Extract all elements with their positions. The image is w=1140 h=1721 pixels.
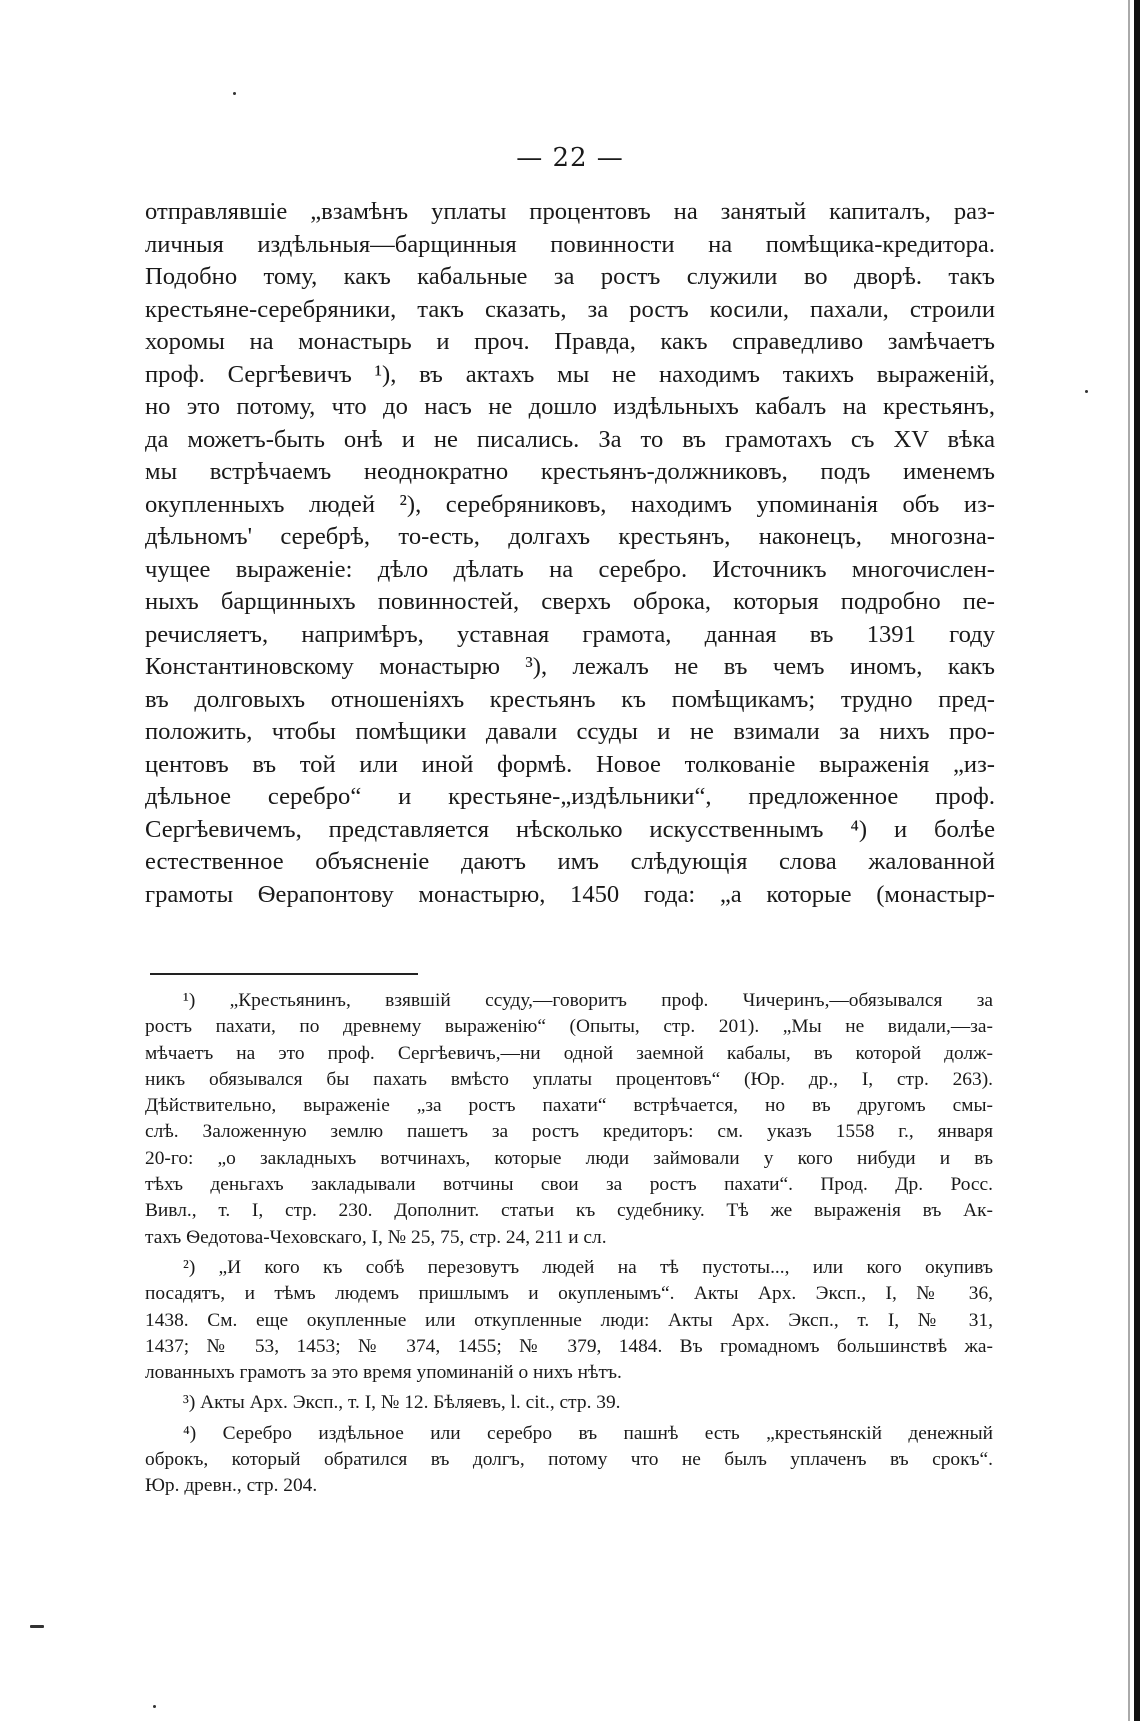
text-line: но это потому, что до насъ не дошло издѣльныхъ кабалъ на крестьянъ, [145, 393, 995, 420]
footnote-line: никъ обязывался бы пахать вмѣсто уплаты процентовъ“ (Юр. др., I, стр. 263). [145, 1068, 993, 1090]
text-line: Константиновскому монастырю ³), лежалъ не въ чемъ иномъ, какъ [145, 653, 995, 680]
main-text [145, 196, 995, 911]
scan-speck [1085, 390, 1088, 393]
text-line: отправлявшіе „взамѣнъ уплаты процентовъ на занятый капиталъ, раз- [145, 198, 995, 225]
scan-speck [153, 1705, 156, 1708]
text-line: окупленныхъ людей ²), серебряниковъ, находимъ упоминанія объ из- [145, 490, 995, 518]
page-edge-shadow [1134, 0, 1140, 1721]
text-line: мы встрѣчаемъ неоднократно крестьянъ-должниковъ, подъ именемъ [145, 458, 995, 485]
footnote-line: 1438. См. еще окупленные или откупленные люди: Акты Арх. Эксп., т. I, № 31, [145, 1309, 993, 1331]
text-line: да можетъ-быть онѣ и не писались. За то въ грамотахъ съ XV вѣка [145, 425, 995, 453]
footnote-line: ростъ пахати, по древнему выраженію“ (Опыты, стр. 201). „Мы не видали,—за- [145, 1016, 993, 1038]
footnote-line: мѣчаетъ на это проф. Сергѣевичъ,—ни одной заемной кабалы, въ которой долж- [145, 1042, 993, 1064]
footnote-line: Юр. древн., стр. 204. [145, 1475, 318, 1497]
text-line: дѣльномъ' серебрѣ, то-есть, долгахъ крестьянъ, наконецъ, многозна- [145, 523, 995, 550]
text-line: естественное объясненіе даютъ имъ слѣдующія слова жалованной [145, 848, 995, 875]
page-edge-line [1128, 0, 1130, 1721]
text-line: речисляетъ, напримѣръ, уставная грамота, данная въ 1391 году [145, 620, 995, 648]
footnote-line: лованныхъ грамотъ за это время упоминаній о нихъ нѣтъ. [145, 1362, 622, 1384]
footnote-line: тѣхъ деньгахъ закладывали вотчины свои за ростъ пахати“. Прод. Др. Росс. [145, 1174, 993, 1196]
footnote-line: посадятъ, и тѣмъ людемъ пришлымъ и окупленымъ“. Акты Арх. Эксп., I, № 36, [145, 1283, 993, 1305]
footnotes [145, 988, 993, 1500]
text-line: чущее выраженіе: дѣло дѣлать на серебро. Источникъ многочислен- [145, 555, 995, 583]
footnote-line: ¹) „Крестьянинъ, взявшій ссуду,—говоритъ проф. Чичеринъ,—обязывался за [183, 990, 993, 1011]
footnote-line: Вивл., т. I, стр. 230. Дополнит. статьи къ судебнику. Тѣ же выраженія въ Ак- [145, 1200, 993, 1222]
text-line: Сергѣевичемъ, представляется нѣсколько искусственнымъ ⁴) и болѣе [145, 815, 995, 843]
footnote-line: тахъ Ѳедотова-Чеховскаго, I, № 25, 75, стр. 24, 211 и сл. [145, 1226, 607, 1248]
scan-speck [233, 92, 236, 95]
footnote-line: оброкъ, который обратился въ долгъ, потому что не былъ уплаченъ въ срокъ“. [145, 1449, 993, 1471]
text-line: проф. Сергѣевичъ ¹), въ актахъ мы не находимъ такихъ выраженій, [145, 360, 995, 388]
text-line: личныя издѣльныя—барщинныя повинности на помѣщика-кредитора. [145, 230, 995, 258]
footnote-line: 20-го: „о закладныхъ вотчинахъ, которые люди займовали у кого нибуди и въ [145, 1147, 993, 1169]
text-line: въ долговыхъ отношеніяхъ крестьянъ къ помѣщикамъ; трудно пред- [145, 685, 995, 713]
footnote-1 [145, 988, 993, 1251]
text-line: хоромы на монастырь и проч. Правда, какъ справедливо замѣчаетъ [145, 328, 995, 355]
footnote-line: Дѣйствительно, выраженіе „за ростъ пахати“ встрѣчается, но въ другомъ смы- [145, 1095, 993, 1117]
footnote-line: ²) „И кого къ собѣ перезовутъ людей на тѣ пустоты..., или кого окупивъ [183, 1256, 993, 1278]
text-line: ныхъ барщинныхъ повинностей, сверхъ оброка, которыя подробно пе- [145, 588, 995, 615]
scan-speck [30, 1625, 44, 1628]
footnote-3 [145, 1390, 993, 1416]
text-line: центовъ въ той или иной формѣ. Новое толкованіе выраженія „из- [145, 750, 995, 778]
text-line: крестьяне-серебряники, такъ сказать, за ростъ косили, пахали, строили [145, 295, 995, 323]
footnote-divider [150, 973, 418, 975]
footnote-4 [145, 1421, 993, 1500]
page-number: — 22 — [516, 143, 624, 173]
text-line: грамоты Ѳерапонтову монастырю, 1450 года: „а которые (монастыр- [145, 880, 995, 908]
text-line: дѣльное серебро“ и крестьяне-„издѣльники“, предложенное проф. [145, 783, 995, 810]
footnote-2 [145, 1255, 993, 1386]
footnote-line: ³) Акты Арх. Эксп., т. I, № 12. Бѣляевъ, l. cit., стр. 39. [183, 1392, 621, 1414]
footnote-line: 1437; № 53, 1453; № 374, 1455; № 379, 1484. Въ громадномъ большинствѣ жа- [145, 1335, 993, 1357]
footnote-line: ⁴) Серебро издѣльное или серебро въ пашнѣ есть „крестьянскій денежный [183, 1422, 993, 1444]
text-line: положить, чтобы помѣщики давали ссуды и не взимали за нихъ про- [145, 718, 995, 745]
footnote-line: слѣ. Заложенную землю пашетъ за ростъ кредиторъ: см. указъ 1558 г., января [145, 1121, 993, 1143]
text-line: Подобно тому, какъ кабальные за ростъ служили во дворѣ. такъ [145, 263, 995, 290]
